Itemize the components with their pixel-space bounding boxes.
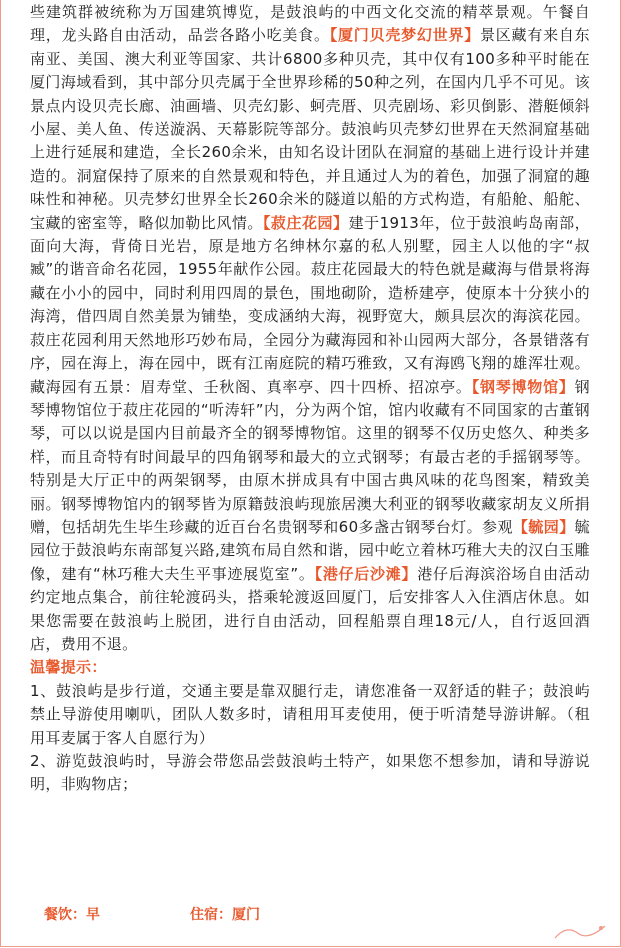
attraction-title: 【钢琴博物馆】	[471, 377, 575, 396]
paragraph-segment: 钢琴博物馆位于菽庄花园的“听涛轩”内，分为两个馆，馆内收藏有不同国家的古董钢琴，可以以说是国内目前最齐全的钢琴博物馆。这里的钢琴不仅历史悠久、种类多样，而且奇特有时间最早的四角钢琴和最大的立式钢琴；有最古老的手摇钢琴等。特别是大厅正中的两架钢琴，由原木拼成具有中国古典风味的花鸟图案，精致美丽。钢琴博物馆内的钢琴皆为原籍鼓浪屿现旅居澳大利亚的钢琴收藏家胡友义所捐赠，包括胡先生毕生珍藏的近百台名贵钢琴和60多盏古钢琴台灯。参观	[30, 377, 590, 536]
attraction-title: 【毓园】	[512, 517, 575, 536]
paragraph-segment: 些建筑群被统称为万国建筑博览，是鼓浪屿的中西文化交流的精萃景观。午餐自理，龙头路自由活动，品尝各路小吃美食。	[30, 3, 590, 45]
paragraph-segment: 景区藏有来自东南亚、美国、澳大利亚等国家、共计6800多种贝壳，其中仅有100多种平时能在厦门海域看到，其中部分贝壳属于全世界珍稀的50种之列，在国内几乎不可见。该景点内设贝壳长廊、油画墙、贝壳幻影、蚵壳厝、贝壳剧场、彩贝倒影、潜艇倾斜小屋、美人鱼、传送漩涡、天幕影院等部分。鼓浪屿贝壳梦幻世界在天然洞窟基础上进行延展和建造，全长260余米，由知名设计团队在洞窟的基础上进行设计并建造的。洞窟保持了原来的自然景观和特色，并且通过人为的着色，加强了洞窟的趣味性和神秘。贝壳梦幻世界全长260余米的隧道以船的方式构造，有船舱、船舵、宝藏的密室等，略似加勒比风情。	[30, 26, 591, 232]
attraction-title: 【厦门贝壳梦幻世界】	[329, 26, 480, 45]
meal-info: 餐饮：早	[44, 907, 100, 923]
tips-title: 温馨提示：	[30, 658, 107, 677]
attraction-title: 【港仔后沙滩】	[314, 564, 418, 583]
corner-ornament-icon	[553, 922, 607, 940]
attraction-title: 【菽庄花园】	[262, 213, 349, 232]
paragraph-segment: 建于1913年，位于鼓浪屿岛南部，面向大海，背倚日光岩，原是地方名绅林尔嘉的私人别墅，园主人以他的字“叔臧”的谐音命名花园，1955年献作公园。菽庄花园最大的特色就是藏海与借景将海藏在小小的园中，同时利用四周的景色，围地砌阶，造桥建亭，使原本十分狭小的海湾，借四周自然美景为铺垫，变成涵纳大海，视野宽大，颇具层次的海滨花园。菽庄花园利用天然地形巧妙布局，全园分为藏海园和补山园两大部分，各景错落有序，园在海上，海在园中，既有江南庭院的精巧雅致，又有海鸥飞翔的雄浑壮观。藏海园有五景：眉寿堂、壬秋阁、真率亭、四十四桥、招凉亭。	[30, 213, 590, 396]
stay-info: 住宿：厦门	[190, 907, 260, 923]
tip-item: 2、游览鼓浪屿时，导游会带您品尝鼓浪屿土特产，如果您不想参加，请和导游说明，非购物店；	[30, 752, 590, 794]
paragraph-segment: 港仔后海滨浴场自由活动约定地点集合，前往轮渡码头，搭乘轮渡返回厦门，后安排客人入住酒店休息。如果您需要在鼓浪屿上脱团，进行自由活动，回程船票自理18元/人，自行返回酒店，费用不退。	[30, 564, 590, 653]
paragraph-segment: 毓园位于鼓浪屿东南部复兴路,建筑布局自然和谐，园中屹立着林巧稚大夫的汉白玉雕像，建有“林巧稚大夫生平事迹展览室”。	[30, 517, 591, 583]
tip-item: 1、鼓浪屿是步行道，交通主要是靠双腿行走，请您准备一双舒适的鞋子；鼓浪屿禁止导游使用喇叭，团队人数多时，请租用耳麦使用，便于听清楚导游讲解。（租用耳麦属于客人自愿行为）	[30, 681, 590, 747]
meal-stay-footer	[44, 904, 260, 924]
itinerary-content	[30, 1, 590, 797]
itinerary-paragraph	[30, 1, 590, 656]
